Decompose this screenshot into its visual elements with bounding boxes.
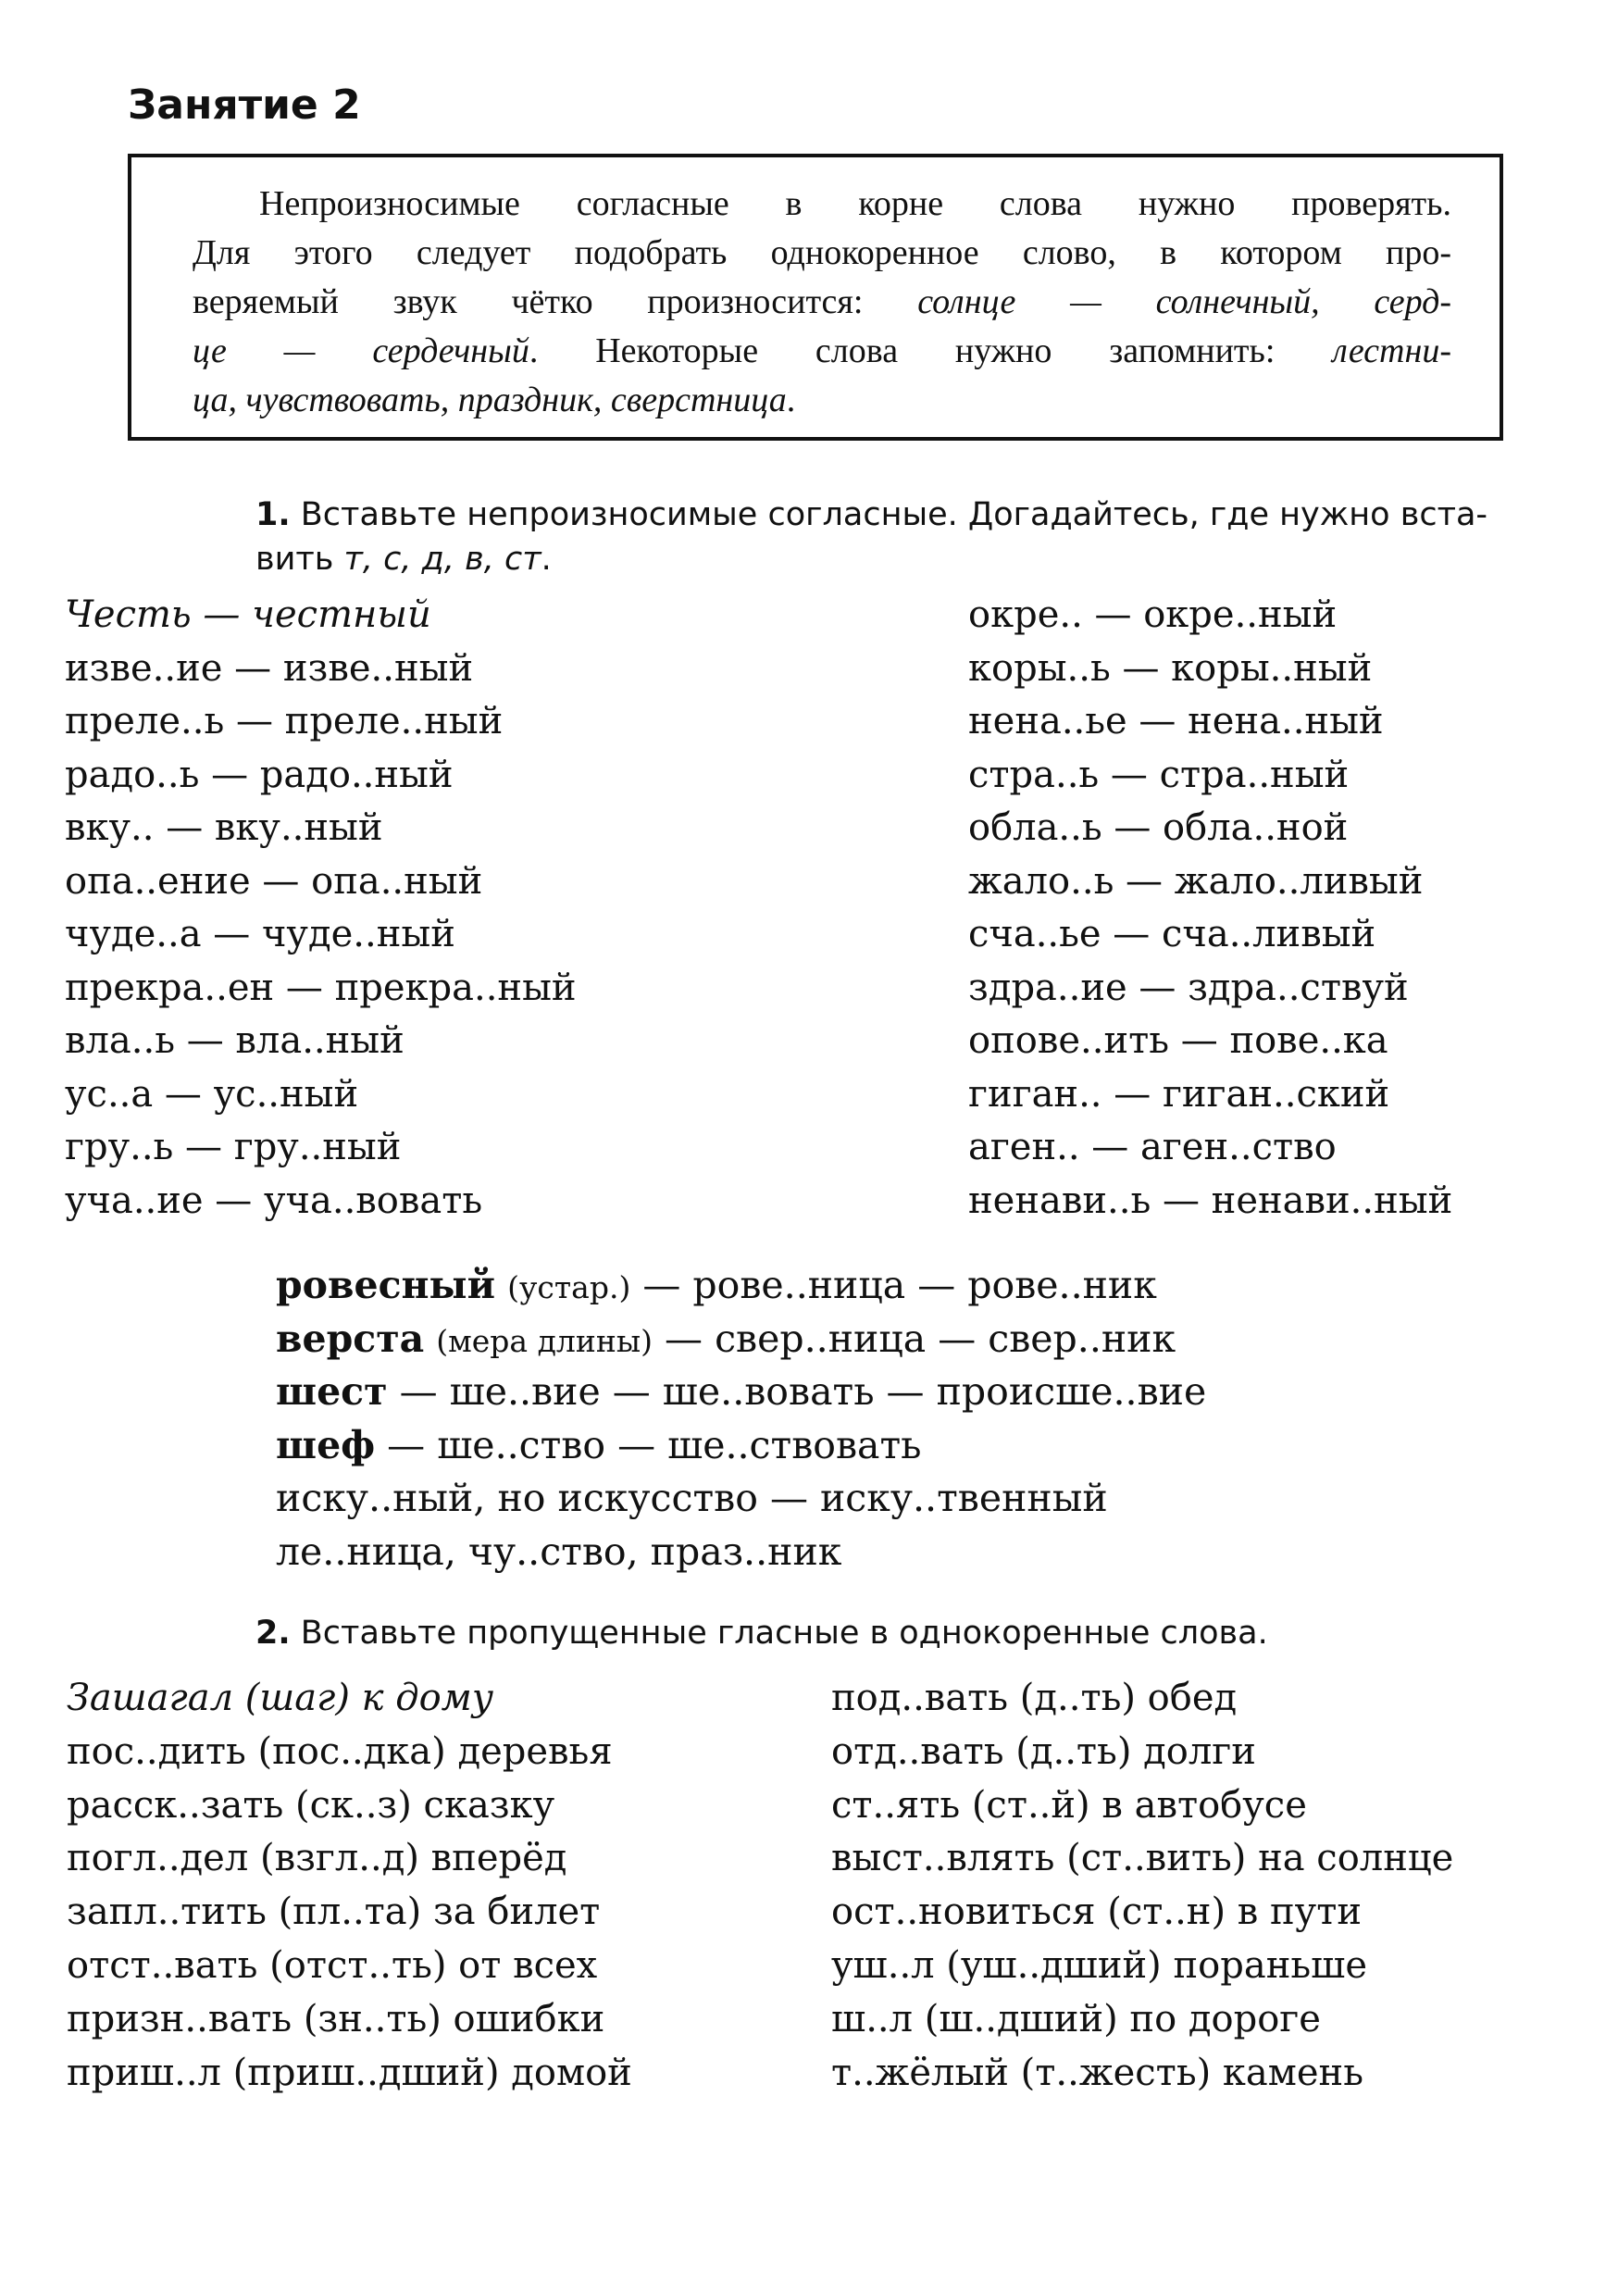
rule-line-4: це — сердечный. Некоторые слова нужно запомнить: лестни-: [193, 331, 1451, 370]
list-item: нена..ье — нена..ный: [968, 700, 1384, 742]
list-item: ус..а — ус..ный: [65, 1072, 359, 1116]
list-item: Зашагал (шаг) к дому: [67, 1677, 494, 1719]
list-item: сча..ье — сча..ливый: [968, 913, 1376, 955]
list-item: запл..тить (пл..та) за билет: [67, 1890, 601, 1934]
list-item: ост..новиться (ст..н) в пути: [831, 1890, 1362, 1934]
rule-line-2: Для этого следует подобрать однокоренное слово, в котором про-: [193, 233, 1451, 272]
list-item: ненави..ь — ненави..ный: [968, 1179, 1453, 1222]
list-item: верста (мера длины) — свер..ница — свер..ник: [276, 1316, 1176, 1361]
rule-box: [128, 154, 1503, 441]
list-item: т..жёлый (т..жесть) камень: [831, 2051, 1363, 2094]
list-item: ст..ять (ст..й) в автобусе: [831, 1783, 1307, 1827]
list-item: окре.. — окре..ный: [968, 593, 1338, 636]
task-2-left-column: [67, 1672, 632, 2100]
list-item: аген.. — аген..ство: [968, 1126, 1337, 1168]
task-1-instruction: 1. Вставьте непроизносимые согласные. Догадайтесь, где нужно вста- вить т, с, д, в, ст.: [255, 496, 1488, 578]
list-item: чуде..а — чуде..ный: [65, 913, 455, 955]
list-item: вку.. — вку..ный: [65, 806, 383, 849]
task-1-left-column: [65, 589, 577, 1228]
list-item: иску..ный, но искусство — иску..твенный: [276, 1476, 1108, 1520]
list-item: пос..дить (пос..дка) деревья: [67, 1729, 613, 1773]
list-item: обла..ь — обла..ной: [968, 806, 1349, 849]
task-1-number: 1.: [255, 496, 291, 533]
task-1-letters: т, с, д, в, ст: [343, 541, 541, 578]
list-item: радо..ь — радо..ный: [65, 753, 454, 796]
list-item: уш..л (уш..дший) пораньше: [831, 1943, 1367, 1987]
rule-line-1: Непроизносимые согласные в корне слова нужно проверять.: [259, 184, 1451, 223]
list-item: гру..ь — гру..ный: [65, 1126, 402, 1168]
list-item: преле..ь — преле..ный: [65, 700, 504, 742]
page-title: Занятие 2: [128, 81, 361, 129]
list-item: коры..ь — коры..ный: [968, 646, 1373, 690]
list-item: изве..ие — изве..ный: [65, 646, 474, 690]
list-item: здра..ие — здра..ствуй: [968, 966, 1409, 1009]
list-item: отд..вать (д..ть) долги: [831, 1729, 1256, 1773]
list-item: опа..ение — опа..ный: [65, 859, 483, 903]
list-item: уча..ие — уча..вовать: [65, 1179, 483, 1222]
task-1-word-families: [276, 1259, 1206, 1578]
list-item: отст..вать (отст..ть) от всех: [67, 1943, 598, 1987]
list-item: приш..л (приш..дший) домой: [67, 2051, 632, 2094]
list-item: стра..ь — стра..ный: [968, 753, 1350, 796]
list-item: шеф — ше..ство — ше..ствовать: [276, 1422, 922, 1467]
list-item: под..вать (д..ть) обед: [831, 1677, 1238, 1719]
list-item: Честь — честный: [65, 593, 431, 636]
rule-line-5: ца, чувствовать, праздник, сверстница.: [193, 381, 796, 419]
list-item: опове..ить — пове..ка: [968, 1019, 1388, 1062]
list-item: вла..ь — вла..ный: [65, 1019, 404, 1062]
task-1-right-column: [968, 589, 1452, 1228]
list-item: ровесный (устар.) — рове..ница — рове..ник: [276, 1263, 1157, 1307]
task-2-number: 2.: [255, 1615, 291, 1652]
list-item: прекра..ен — прекра..ный: [65, 966, 577, 1009]
list-item: гиган.. — гиган..ский: [968, 1072, 1390, 1116]
task-2-right-column: [831, 1672, 1453, 2100]
list-item: расск..зать (ск..з) сказку: [67, 1783, 555, 1827]
list-item: ш..л (ш..дший) по дороге: [831, 1997, 1321, 2040]
list-item: жало..ь — жало..ливый: [968, 859, 1424, 903]
list-item: ле..ница, чу..ство, праз..ник: [276, 1529, 842, 1574]
list-item: погл..дел (взгл..д) вперёд: [67, 1837, 567, 1880]
task-2-instruction: 2. Вставьте пропущенные гласные в однокоренные слова.: [255, 1615, 1268, 1652]
list-item: выст..влять (ст..вить) на солнце: [831, 1837, 1454, 1880]
list-item: призн..вать (зн..ть) ошибки: [67, 1997, 605, 2040]
rule-line-3: веряемый звук чётко произносится: солнце — солнечный, серд-: [193, 282, 1452, 321]
list-item: шест — ше..вие — ше..вовать — происше..вие: [276, 1369, 1207, 1414]
